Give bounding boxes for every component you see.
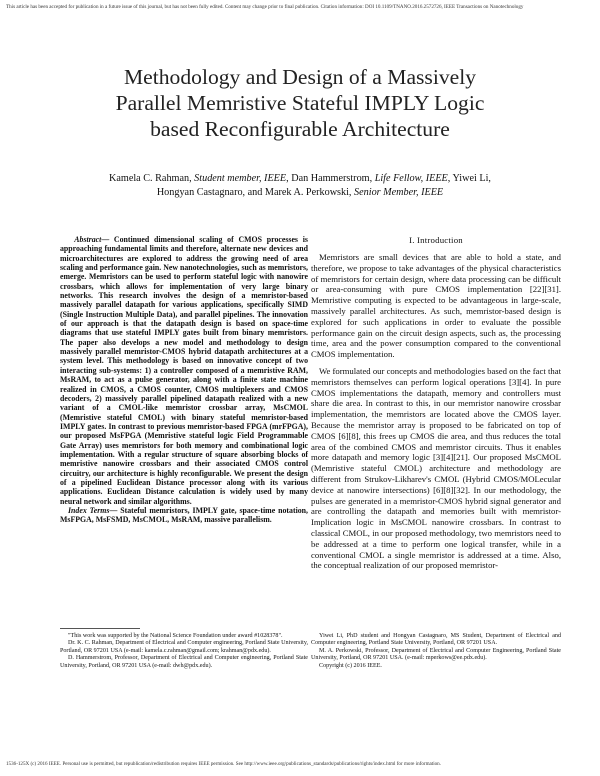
- footnote-funding: "This work was supported by the National Science Foundation under award #1028378".: [68, 633, 283, 639]
- author-hammerstrom: , Dan Hammerstrom,: [286, 173, 375, 184]
- right-column: [311, 235, 561, 571]
- abstract-text: — Continued dimensional scaling of CMOS processes is approaching fundamental limits and therefore, alternate new devices and microarchitectures are explored to address the growing need of area scaling and performance gain. New nanotechnologies, such as memristors, emerge. Memristors can be used to perform stateful logic with nanowire crossbars, which allows for implementation of very large binary networks. This research involves the design of a memristor-based massively parallel datapath for various applications, specifically SIMD (Single Instruction Multiple Data), and parallel pipelines. The innovation of our approach is that the datapath design is based on space-time diagrams that use stateful IMPLY gates built from binary memristors. The paper also develops a new model and methodology to design massively parallel memristor-CMOS hybrid datapath architectures at a system level. This methodology is based on innovative concept of two interacting sub-systems: 1) a controller composed of a memristive RAM, MsRAM, to act as a pulse generator, along with a finite state machine realized in CMOS, a CMOS counter, CMOS multiplexers and CMOS decoders, 2) massively parallel pipelined datapath realized with a new variant of a CMOL-like memristor crossbar array, MsCMOL (Memristive stateful CMOL) with binary stateful memristor-based IMPLY gates. In contrast to previous memristor-based FPGA (mrFPGA), our proposed MsFPGA (Memristive stateful logic Field Programmable Gate Array) uses memristors for both memory and combinational logic implementation. With a regular structure of square absorbing blocks of memristive nanowire crossbars and their associated CMOS control circuitry, our architecture is highly reconfigurable. We present the design of a pipelined Euclidean Distance processor along with its various applications. Euclidean Distance calculation is widely used by many neural network and similar algorithms.: [60, 235, 308, 506]
- author-rahman-role: Student member, IEEE: [194, 173, 287, 184]
- index-terms: [60, 506, 308, 525]
- title-line-1: Methodology and Design of a Massively: [123, 65, 477, 89]
- paper-title: [60, 64, 540, 142]
- footnotes-right: [311, 633, 561, 670]
- authors-line-1: [60, 172, 540, 186]
- author-rahman: Kamela C. Rahman,: [109, 173, 195, 184]
- left-column: [60, 235, 308, 525]
- author-list: [60, 172, 540, 200]
- footnote-perkowski: M. A. Perkowski, Professor, Department of Electrical and Computer Engineering, Portland State University, Portland, OR 97201 USA. (e-mail: mperkows@ee.pdx.edu).: [311, 647, 561, 662]
- intro-paragraph-1: Memristors are small devices that are able to hold a state, and therefore, we propose to take advantages of the physical characteristics of memristors for certain design, where data processing can be difficult or area-consuming with pure CMOS implementation [22][31]. Memristive computing is expected to be advantageous in large-scale, massively parallel architectures. As such, memristor-based design is explored for such applications in order to evaluate the possible performance gain on the circuit design aspects, such as, the processing time, area and the power consumption compared to the conventional CMOS implementation.: [311, 252, 561, 360]
- section-heading-introduction: I. Introduction: [409, 235, 463, 245]
- footnotes-left: [60, 633, 308, 670]
- header-notice: This article has been accepted for publication in a future issue of this journal, but has not been fully edited. Content may change prior to final publication. Citation information: DOI 10.1109/TNANO.2016.2572726, IEEE Transactions on Nanotechnology: [6, 4, 524, 10]
- footer-notice: 1536-125X (c) 2016 IEEE. Personal use is permitted, but republication/redistribution requires IEEE permission. See http://www.ieee.org/publications_standards/publications/rights/index.html for more information.: [6, 761, 442, 767]
- author-li: , Yiwei Li,: [447, 173, 491, 184]
- author-castagnaro-perkowski: Hongyan Castagnaro, and Marek A. Perkowski,: [156, 187, 355, 198]
- footnote-copyright: Copyright (c) 2016 IEEE.: [319, 662, 382, 669]
- abstract: [60, 235, 308, 506]
- author-hammerstrom-role: Life Fellow, IEEE: [374, 173, 448, 184]
- authors-line-2: [60, 186, 540, 200]
- author-perkowski-role: Senior Member, IEEE: [354, 187, 444, 198]
- footnote-hammerstrom: D. Hammerstrom, Professor, Department of Electrical and Computer engineering, Portland State University, Portland, OR 97201 USA (e-mail: dwh@pdx.edu).: [60, 655, 308, 669]
- footnote-rahman: Dr. K. C. Rahman, Department of Electrical and Computer engineering, Portland State University, Portland, OR 97201 USA (e-mail: kamela.c.rahman@gmail.com; krahman@pdx.edu).: [60, 640, 308, 654]
- index-terms-text: — Stateful memristors, IMPLY gate, space-time notation, MsFPGA, MsFSMD, MsCMOL, MsRAM, massive parallelism.: [60, 505, 308, 525]
- footnote-rule: [60, 628, 140, 629]
- title-line-2: Parallel Memristive Stateful IMPLY Logic: [115, 91, 485, 115]
- title-line-3: based Reconfigurable Architecture: [150, 117, 450, 141]
- abstract-label: Abstract: [74, 235, 102, 244]
- intro-paragraph-2: We formulated our concepts and methodologies based on the fact that memristors themselves can perform logical operations [3][4]. In pure CMOS implementations the datapath, memory and controllers must share die area. In contrast to this, in our memristor nanowire crossbar implementation, the memristors are located above the CMOS layer. Because the memristor array is proposed to be fabricated on top of CMOS [6][8], this frees up CMOS die area, and thus reduces the total area of the combined CMOS and memristor circuits. Thus it enables more datapath and memory logic [3][4][21]. Our proposed MsCMOL (Memristive stateful CMOL) architecture and methodology are different from Strukov-Likharev's CMOL (Hybrid CMOS/MOLecular device at nanowire intersections) [6][8][32]. In our methodology, the pulses are generated in a memristor-CMOS hybrid signal generator and are controlling the datapath and memories built with memristor-Implication logic in MsCMOL nanowire crossbars. In contrast to classical CMOL, in our proposed methodology, two memristors need to be addressed at a time to perform one logical transfer, while in a conventional CMOL a single memristor is addressed at a time. Also, the conceptual realization of our proposed memristor-: [311, 365, 561, 571]
- index-terms-label: Index Terms: [68, 505, 110, 515]
- footnote-li-castagnaro: Yiwei Li, PhD student and Hongyan Castagnaro, MS Student, Department of Electrical and Computer engineering, Portland State University, Portland, OR 97201 USA.: [311, 633, 561, 647]
